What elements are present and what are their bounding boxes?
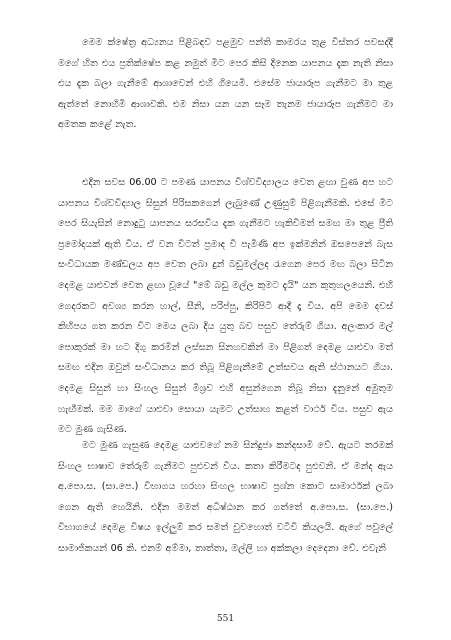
paragraph-2 <box>58 173 393 441</box>
paragraph-3 <box>58 436 393 560</box>
paragraph-1 <box>58 33 393 136</box>
paragraph-text: මෙම ක්ෂේත්‍ර අධ්‍යනය පිළිබඳව පළමුව පන්ති කාමරය තුළ විස්තර පවසද්දී මගේ හිත එය ප්‍රතික්ෂේප කළ නමුත් මීට පෙර කිසි දිනෙක යාපනය දැක නැති නිසා එය දැක බලා ගැනීමේ ආශාවෙන් එහි ගියෙමි. එසේම ජායාරූප ගැනීමට මා තුළ ඇත්තේ නොහිමි ආශාවකි. එම නිසා යන යන සෑම තැනම ජායාරූප ගැනීමට මා අමතක කළේ නැත. <box>58 37 393 131</box>
paragraph-text: එදින සවස 06.00 ට පමණ යාපනය විශ්වවිද්‍යාලය වෙත ළඟා වුණ අප හට යාපනය විශ්වවිද්‍යාල සිසුන් පිරිසකගෙන් ලැබුණේ උණුසුම් පිළිගැනීමකි. එසේ මීට පෙර සියැසින් නොදුටු යාපනය සරසවිය දැක ගැනීමට හැකිවීමත් සමඟ මා තුළ ප්‍රීති ප්‍රමෝදයක් ඇති විය. ඒ වන විටත් ප්‍රමාද වී පැමිණි අප ඉක්මනින් ඔසපෙනේ බැස සංවිධායක මණ්ඩලය අප වෙත ලබා දුන් බඩුමල්ලද රැගෙන පෙර මඟ බලා සිටින දෙමළ යාළුවන් වෙත ළඟා වූයේ "මේ බඩු මල්ල කුමට දැයි" යන කුතුහලයෙනි. එහි ගෙදරකට අවශ්‍ය කරන හාල්, සීනි, පරිප්පු, කිරිපිටි ආදී දෑ විය. අපි මෙම දවස් කිහිපය ගත කරන විට මෙය ලබා දිය යුතු බව පසුව තේරුම් ගියා. අලංකාර මල් පොකුරක් මා හට දිගු කරමින් ලස්සන සිනහවකින් මා පිළිගත් දෙමළ යාළුවා මත් සමඟ එදින ඔවුන් සංවිධානය කර තිබූ පිළිගැනීමේ උත්සවය ඇති ස්ථානයට ගියා. දෙමළ සිසුන් හා සිංහල සිසුන් මිශ්‍රව එහි අසුන්ගෙන තිබූ නිසා දැනුනේ අමුතුම හැඟීමක්. මම මාගේ යාළුවා සොයා යැමට උත්සාහ කළත් වාර්ථ විය. පසුව ඇය මට මුණ ගැසිණ. <box>58 177 393 436</box>
page-number: 551 <box>216 614 235 624</box>
paragraph-text: මට මුණ ගැසුණ දෙමළ යාළුවගේ නම සින්දුජා කන්දසාමි වේ. ඇයට තරමක් සිංහල භාෂාව තේරුම් ගැනීමට පුළුවන් විය. කතා කිරීමටද පුළුවනි. ඒ මන්ද ඇය අ.පො.ස. (සා.පෙ.) විභාගය හරහා සිංහල භාෂාව ප්‍රශ්න කොට සාමාර්ථක් ලබා ගෙන ඇති හෙයිනි. එදින මමත් අධිෂ්ඨාන කර ගත්තේ අ.පො.ස. (සා.පෙ.) විභාගයේ දෙමළ විෂය ඉල්ලුම් කර සමත් වුවහොත් වටිවි කියලයි. ඇගේ පවුලේ සාමාජිකයන් 06 කි. එනම් අම්මා, තාත්තා, මල්ලි හා අක්කලා දෙදෙනා වේ. එවැනි <box>58 440 393 554</box>
